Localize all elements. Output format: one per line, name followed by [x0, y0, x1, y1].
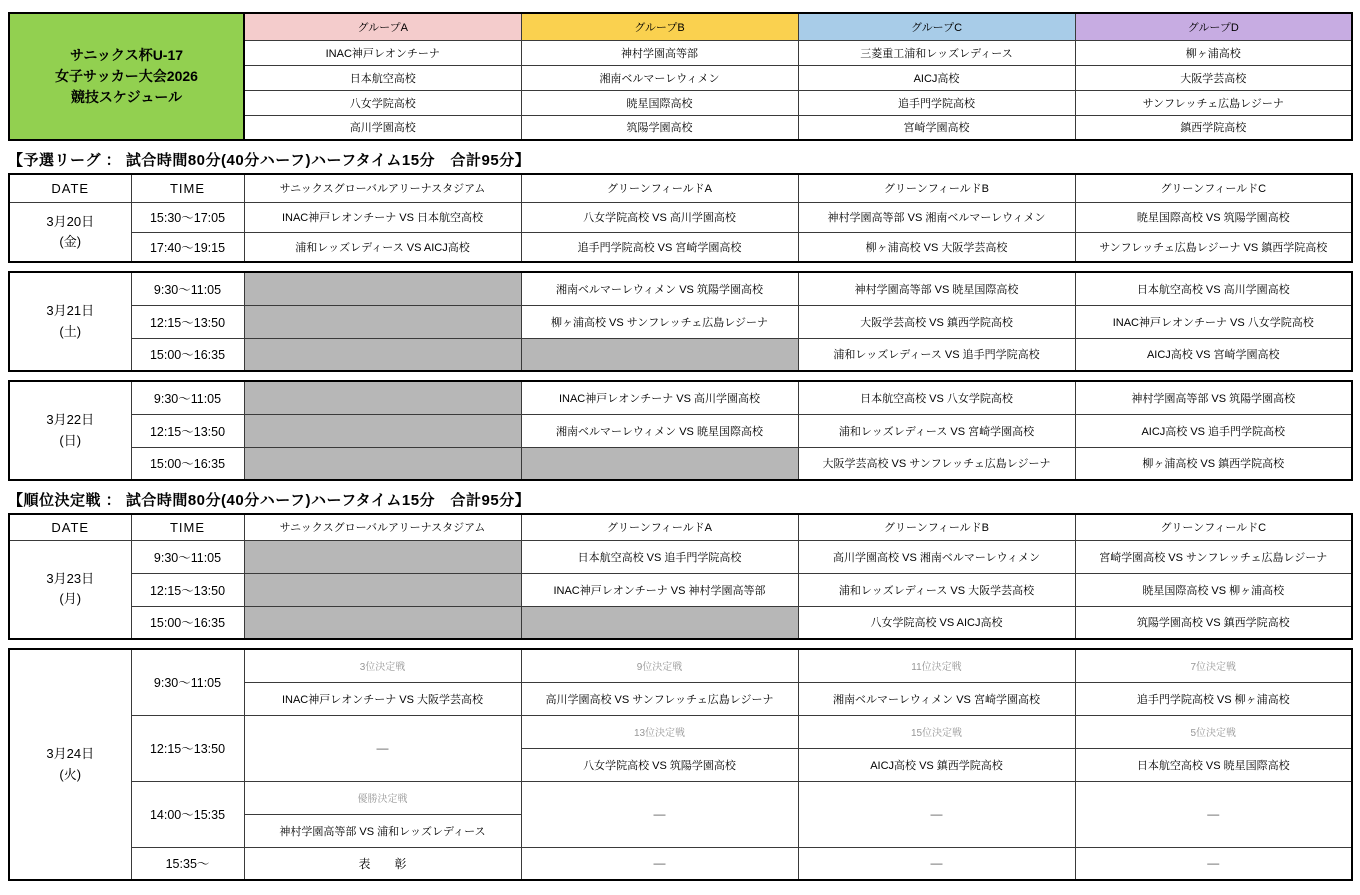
- no-match-cell: ―: [244, 715, 521, 781]
- match-cell: INAC神戸レオンチーナ VS 日本航空高校: [244, 202, 521, 232]
- date-text: 3月24日: [46, 746, 95, 762]
- empty-cell: [244, 338, 521, 371]
- placement-label: 優勝決定戦: [244, 781, 521, 814]
- match-cell: 大阪学芸高校 VS 鎮西学院高校: [798, 305, 1075, 338]
- venue-header-greenfield-a: グリーンフィールドA: [521, 514, 798, 540]
- time-cell: 12:15〜13:50: [131, 414, 244, 447]
- venue-header-greenfield-a: グリーンフィールドA: [521, 174, 798, 202]
- empty-cell: [521, 447, 798, 480]
- match-cell: AICJ高校 VS 鎮西学院高校: [798, 748, 1075, 781]
- team-cell: 宮崎学園高校: [798, 115, 1075, 140]
- time-column-header: TIME: [131, 174, 244, 202]
- match-cell: 柳ヶ浦高校 VS サンフレッチェ広島レジーナ: [521, 305, 798, 338]
- team-cell: 日本航空高校: [244, 65, 521, 90]
- schedule-table-mar20: [8, 173, 1353, 263]
- time-cell: 14:00〜15:35: [131, 781, 244, 847]
- day-of-week-text: (火): [59, 766, 82, 782]
- team-cell: 鎮西学院高校: [1075, 115, 1352, 140]
- schedule-table-mar23: [8, 513, 1353, 640]
- no-match-cell: ―: [798, 781, 1075, 847]
- group-table: [8, 12, 1353, 141]
- match-cell: INAC神戸レオンチーナ VS 神村学園高等部: [521, 573, 798, 606]
- no-match-cell: ―: [798, 847, 1075, 880]
- time-cell: 12:15〜13:50: [131, 715, 244, 781]
- date-text: 3月23日: [46, 571, 95, 587]
- match-cell: 神村学園高等部 VS 暁星国際高校: [798, 272, 1075, 305]
- placement-label: 15位決定戦: [798, 715, 1075, 748]
- match-cell: 柳ヶ浦高校 VS 鎮西学院高校: [1075, 447, 1352, 480]
- time-cell: 12:15〜13:50: [131, 305, 244, 338]
- date-column-header: DATE: [9, 514, 131, 540]
- placement-label: 13位決定戦: [521, 715, 798, 748]
- placement-label: 3位決定戦: [244, 649, 521, 682]
- match-cell: AICJ高校 VS 追手門学院高校: [1075, 414, 1352, 447]
- time-cell: 9:30〜11:05: [131, 540, 244, 573]
- empty-cell: [244, 447, 521, 480]
- placement-label: 9位決定戦: [521, 649, 798, 682]
- tournament-title-line2: 女子サッカー大会2026: [55, 68, 198, 84]
- date-cell: [9, 381, 131, 480]
- empty-cell: [244, 414, 521, 447]
- time-cell: 17:40〜19:15: [131, 232, 244, 262]
- time-cell: 9:30〜11:05: [131, 272, 244, 305]
- team-cell: 八女学院高校: [244, 90, 521, 115]
- team-cell: INAC神戸レオンチーナ: [244, 40, 521, 65]
- time-cell: 15:00〜16:35: [131, 606, 244, 639]
- day-of-week-text: (土): [59, 323, 82, 339]
- date-cell: [9, 272, 131, 371]
- match-cell: 日本航空高校 VS 追手門学院高校: [521, 540, 798, 573]
- venue-header-sanix: サニックスグローバルアリーナスタジアム: [244, 174, 521, 202]
- date-text: 3月20日: [46, 213, 95, 229]
- match-cell: 八女学院高校 VS AICJ高校: [798, 606, 1075, 639]
- placement-label: 11位決定戦: [798, 649, 1075, 682]
- match-cell: 神村学園高等部 VS 湘南ベルマーレウィメン: [798, 202, 1075, 232]
- award-ceremony-cell: 表 彰: [244, 847, 521, 880]
- group-b-header: グループB: [521, 13, 798, 40]
- match-cell: 日本航空高校 VS 八女学院高校: [798, 381, 1075, 414]
- no-match-cell: ―: [521, 781, 798, 847]
- team-cell: 暁星国際高校: [521, 90, 798, 115]
- date-column-header: DATE: [9, 174, 131, 202]
- match-cell: 宮崎学園高校 VS サンフレッチェ広島レジーナ: [1075, 540, 1352, 573]
- match-cell: 高川学園高校 VS 湘南ベルマーレウィメン: [798, 540, 1075, 573]
- match-cell: 暁星国際高校 VS 柳ヶ浦高校: [1075, 573, 1352, 606]
- venue-header-greenfield-b: グリーンフィールドB: [798, 174, 1075, 202]
- team-cell: サンフレッチェ広島レジーナ: [1075, 90, 1352, 115]
- match-cell: INAC神戸レオンチーナ VS 八女学院高校: [1075, 305, 1352, 338]
- empty-cell: [521, 606, 798, 639]
- match-cell: INAC神戸レオンチーナ VS 高川学園高校: [521, 381, 798, 414]
- time-cell: 15:30〜17:05: [131, 202, 244, 232]
- placement-label: 7位決定戦: [1075, 649, 1352, 682]
- match-cell: 浦和レッズレディース VS 宮崎学園高校: [798, 414, 1075, 447]
- venue-header-greenfield-b: グリーンフィールドB: [798, 514, 1075, 540]
- match-cell: 湘南ベルマーレウィメン VS 筑陽学園高校: [521, 272, 798, 305]
- match-cell: 神村学園高等部 VS 筑陽学園高校: [1075, 381, 1352, 414]
- match-cell: 浦和レッズレディース VS 追手門学院高校: [798, 338, 1075, 371]
- time-cell: 15:00〜16:35: [131, 338, 244, 371]
- match-cell: 筑陽学園高校 VS 鎮西学院高校: [1075, 606, 1352, 639]
- team-cell: AICJ高校: [798, 65, 1075, 90]
- date-text: 3月21日: [46, 303, 95, 319]
- empty-cell: [521, 338, 798, 371]
- day-of-week-text: (月): [59, 591, 82, 607]
- match-cell: 暁星国際高校 VS 筑陽学園高校: [1075, 202, 1352, 232]
- match-cell: INAC神戸レオンチーナ VS 大阪学芸高校: [244, 682, 521, 715]
- venue-header-greenfield-c: グリーンフィールドC: [1075, 514, 1352, 540]
- team-cell: 追手門学院高校: [798, 90, 1075, 115]
- team-cell: 湘南ベルマーレウィメン: [521, 65, 798, 90]
- placement-section-title: 【順位決定戦 ： 試合時間80分(40分ハーフ)ハーフタイム15分 合計95分】: [8, 492, 531, 509]
- no-match-cell: ―: [1075, 847, 1352, 880]
- match-cell: 日本航空高校 VS 暁星国際高校: [1075, 748, 1352, 781]
- time-cell: 15:35〜: [131, 847, 244, 880]
- match-cell: サンフレッチェ広島レジーナ VS 鎮西学院高校: [1075, 232, 1352, 262]
- date-text: 3月22日: [46, 412, 95, 428]
- date-cell: [9, 202, 131, 262]
- match-cell: 柳ヶ浦高校 VS 大阪学芸高校: [798, 232, 1075, 262]
- tournament-title-line3: 競技スケジュール: [70, 89, 183, 105]
- empty-cell: [244, 272, 521, 305]
- match-cell: 八女学院高校 VS 筑陽学園高校: [521, 748, 798, 781]
- placement-label: 5位決定戦: [1075, 715, 1352, 748]
- empty-cell: [244, 540, 521, 573]
- no-match-cell: ―: [521, 847, 798, 880]
- time-cell: 9:30〜11:05: [131, 381, 244, 414]
- match-cell: 湘南ベルマーレウィメン VS 宮崎学園高校: [798, 682, 1075, 715]
- match-cell: 高川学園高校 VS サンフレッチェ広島レジーナ: [521, 682, 798, 715]
- no-match-cell: ―: [1075, 781, 1352, 847]
- date-cell: [9, 649, 131, 880]
- schedule-table-mar22: [8, 380, 1353, 481]
- time-cell: 15:00〜16:35: [131, 447, 244, 480]
- day-of-week-text: (日): [59, 432, 82, 448]
- venue-header-greenfield-c: グリーンフィールドC: [1075, 174, 1352, 202]
- preliminary-section-title: 【予選リーグ ： 試合時間80分(40分ハーフ)ハーフタイム15分 合計95分】: [8, 152, 531, 169]
- match-cell: 大阪学芸高校 VS サンフレッチェ広島レジーナ: [798, 447, 1075, 480]
- team-cell: 柳ヶ浦高校: [1075, 40, 1352, 65]
- match-cell: 浦和レッズレディース VS AICJ高校: [244, 232, 521, 262]
- match-cell: AICJ高校 VS 宮崎学園高校: [1075, 338, 1352, 371]
- team-cell: 神村学園高等部: [521, 40, 798, 65]
- date-cell: [9, 540, 131, 639]
- time-cell: 12:15〜13:50: [131, 573, 244, 606]
- tournament-title-line1: サニックス杯U-17: [69, 47, 184, 63]
- match-cell: 八女学院高校 VS 高川学園高校: [521, 202, 798, 232]
- empty-cell: [244, 573, 521, 606]
- empty-cell: [244, 606, 521, 639]
- match-cell: 日本航空高校 VS 高川学園高校: [1075, 272, 1352, 305]
- match-cell: 湘南ベルマーレウィメン VS 暁星国際高校: [521, 414, 798, 447]
- match-cell: 浦和レッズレディース VS 大阪学芸高校: [798, 573, 1075, 606]
- group-c-header: グループC: [798, 13, 1075, 40]
- empty-cell: [244, 381, 521, 414]
- time-cell: 9:30〜11:05: [131, 649, 244, 715]
- team-cell: 大阪学芸高校: [1075, 65, 1352, 90]
- team-cell: 高川学園高校: [244, 115, 521, 140]
- team-cell: 三菱重工浦和レッズレディース: [798, 40, 1075, 65]
- schedule-table-mar21: [8, 271, 1353, 372]
- venue-header-sanix: サニックスグローバルアリーナスタジアム: [244, 514, 521, 540]
- empty-cell: [244, 305, 521, 338]
- time-column-header: TIME: [131, 514, 244, 540]
- match-cell: 神村学園高等部 VS 浦和レッズレディース: [244, 814, 521, 847]
- group-a-header: グループA: [244, 13, 521, 40]
- team-cell: 筑陽学園高校: [521, 115, 798, 140]
- match-cell: 追手門学院高校 VS 柳ヶ浦高校: [1075, 682, 1352, 715]
- group-d-header: グループD: [1075, 13, 1352, 40]
- tournament-title: [9, 13, 244, 140]
- day-of-week-text: (金): [59, 233, 82, 249]
- match-cell: 追手門学院高校 VS 宮崎学園高校: [521, 232, 798, 262]
- schedule-table-mar24: [8, 648, 1353, 881]
